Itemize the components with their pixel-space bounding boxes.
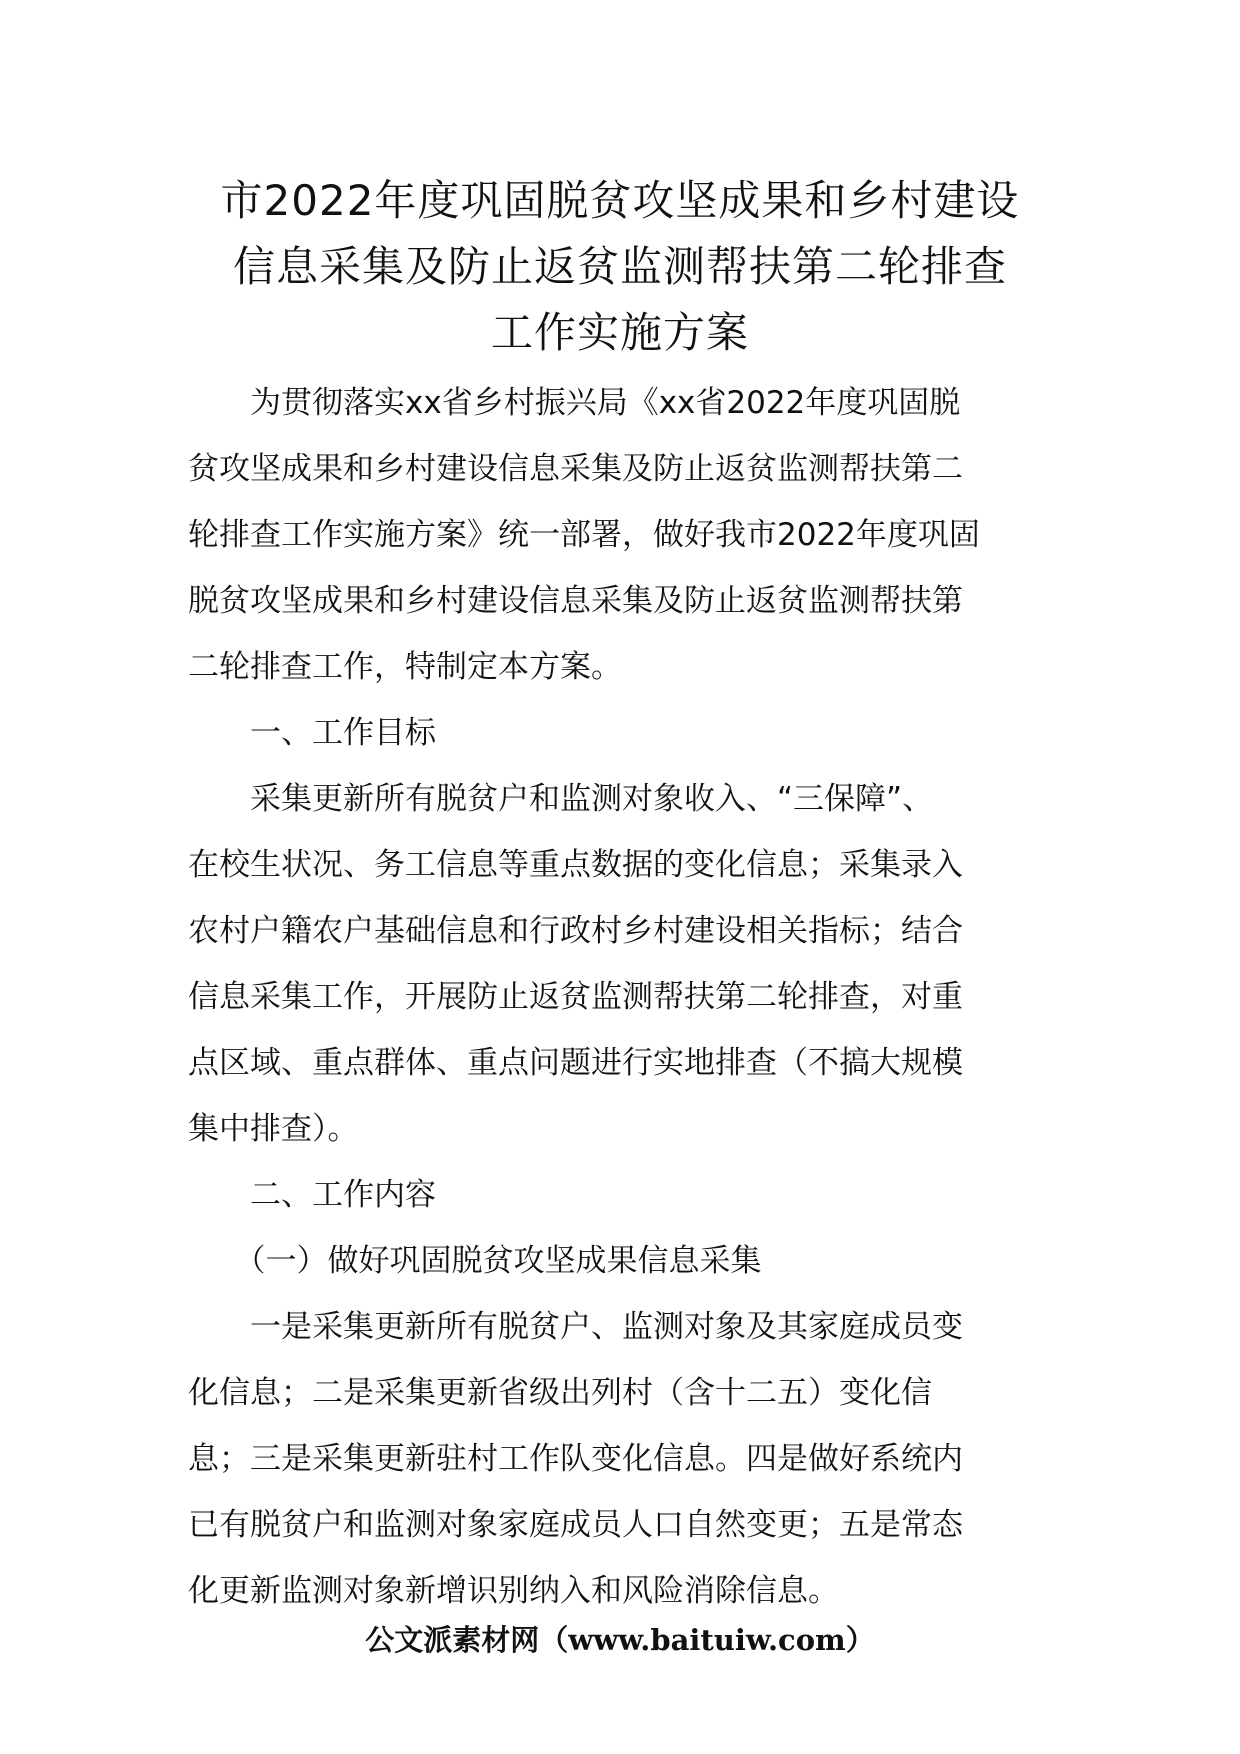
body-line: 轮排查工作实施方案》统一部署，做好我市2022年度巩固 <box>188 517 980 553</box>
body-line: 农村户籍农户基础信息和行政村乡村建设相关指标；结合 <box>188 913 963 949</box>
document-title <box>160 168 1080 366</box>
body-line: 采集更新所有脱贫户和监测对象收入、“三保障”、 <box>188 781 934 817</box>
body-line: 信息采集工作，开展防止返贫监测帮扶第二轮排查，对重 <box>188 979 963 1015</box>
body-line: 脱贫攻坚成果和乡村建设信息采集及防止返贫监测帮扶第 <box>188 583 963 619</box>
document-body <box>188 370 1058 1624</box>
body-line: 贫攻坚成果和乡村建设信息采集及防止返贫监测帮扶第二 <box>188 451 963 487</box>
body-line: 点区域、重点群体、重点问题进行实地排查（不搞大规模 <box>188 1045 963 1081</box>
body-line: 一是采集更新所有脱贫户、监测对象及其家庭成员变 <box>188 1309 963 1345</box>
body-line: 在校生状况、务工信息等重点数据的变化信息；采集录入 <box>188 847 963 883</box>
body-line: 化更新监测对象新增识别纳入和风险消除信息。 <box>188 1573 839 1609</box>
body-line: 二轮排查工作，特制定本方案。 <box>188 649 622 685</box>
body-line: 已有脱贫户和监测对象家庭成员人口自然变更；五是常态 <box>188 1507 963 1543</box>
subsection-heading-1: （一）做好巩固脱贫攻坚成果信息采集 <box>188 1243 762 1279</box>
body-line: 息；三是采集更新驻村工作队变化信息。四是做好系统内 <box>188 1441 963 1477</box>
section-heading-1: 一、工作目标 <box>188 715 436 751</box>
title-line-2: 信息采集及防止返贫监测帮扶第二轮排查 <box>232 242 1007 291</box>
body-line: 化信息；二是采集更新省级出列村（含十二五）变化信 <box>188 1375 932 1411</box>
footer-watermark: 公文派素材网（www.baituiw.com） <box>365 1623 875 1657</box>
title-line-3: 工作实施方案 <box>490 308 749 357</box>
body-line: 集中排查）。 <box>188 1111 359 1147</box>
body-line: 为贯彻落实xx省乡村振兴局《xx省2022年度巩固脱 <box>188 385 961 421</box>
section-heading-2: 二、工作内容 <box>188 1177 436 1213</box>
title-line-1: 市2022年度巩固脱贫攻坚成果和乡村建设 <box>220 176 1020 225</box>
